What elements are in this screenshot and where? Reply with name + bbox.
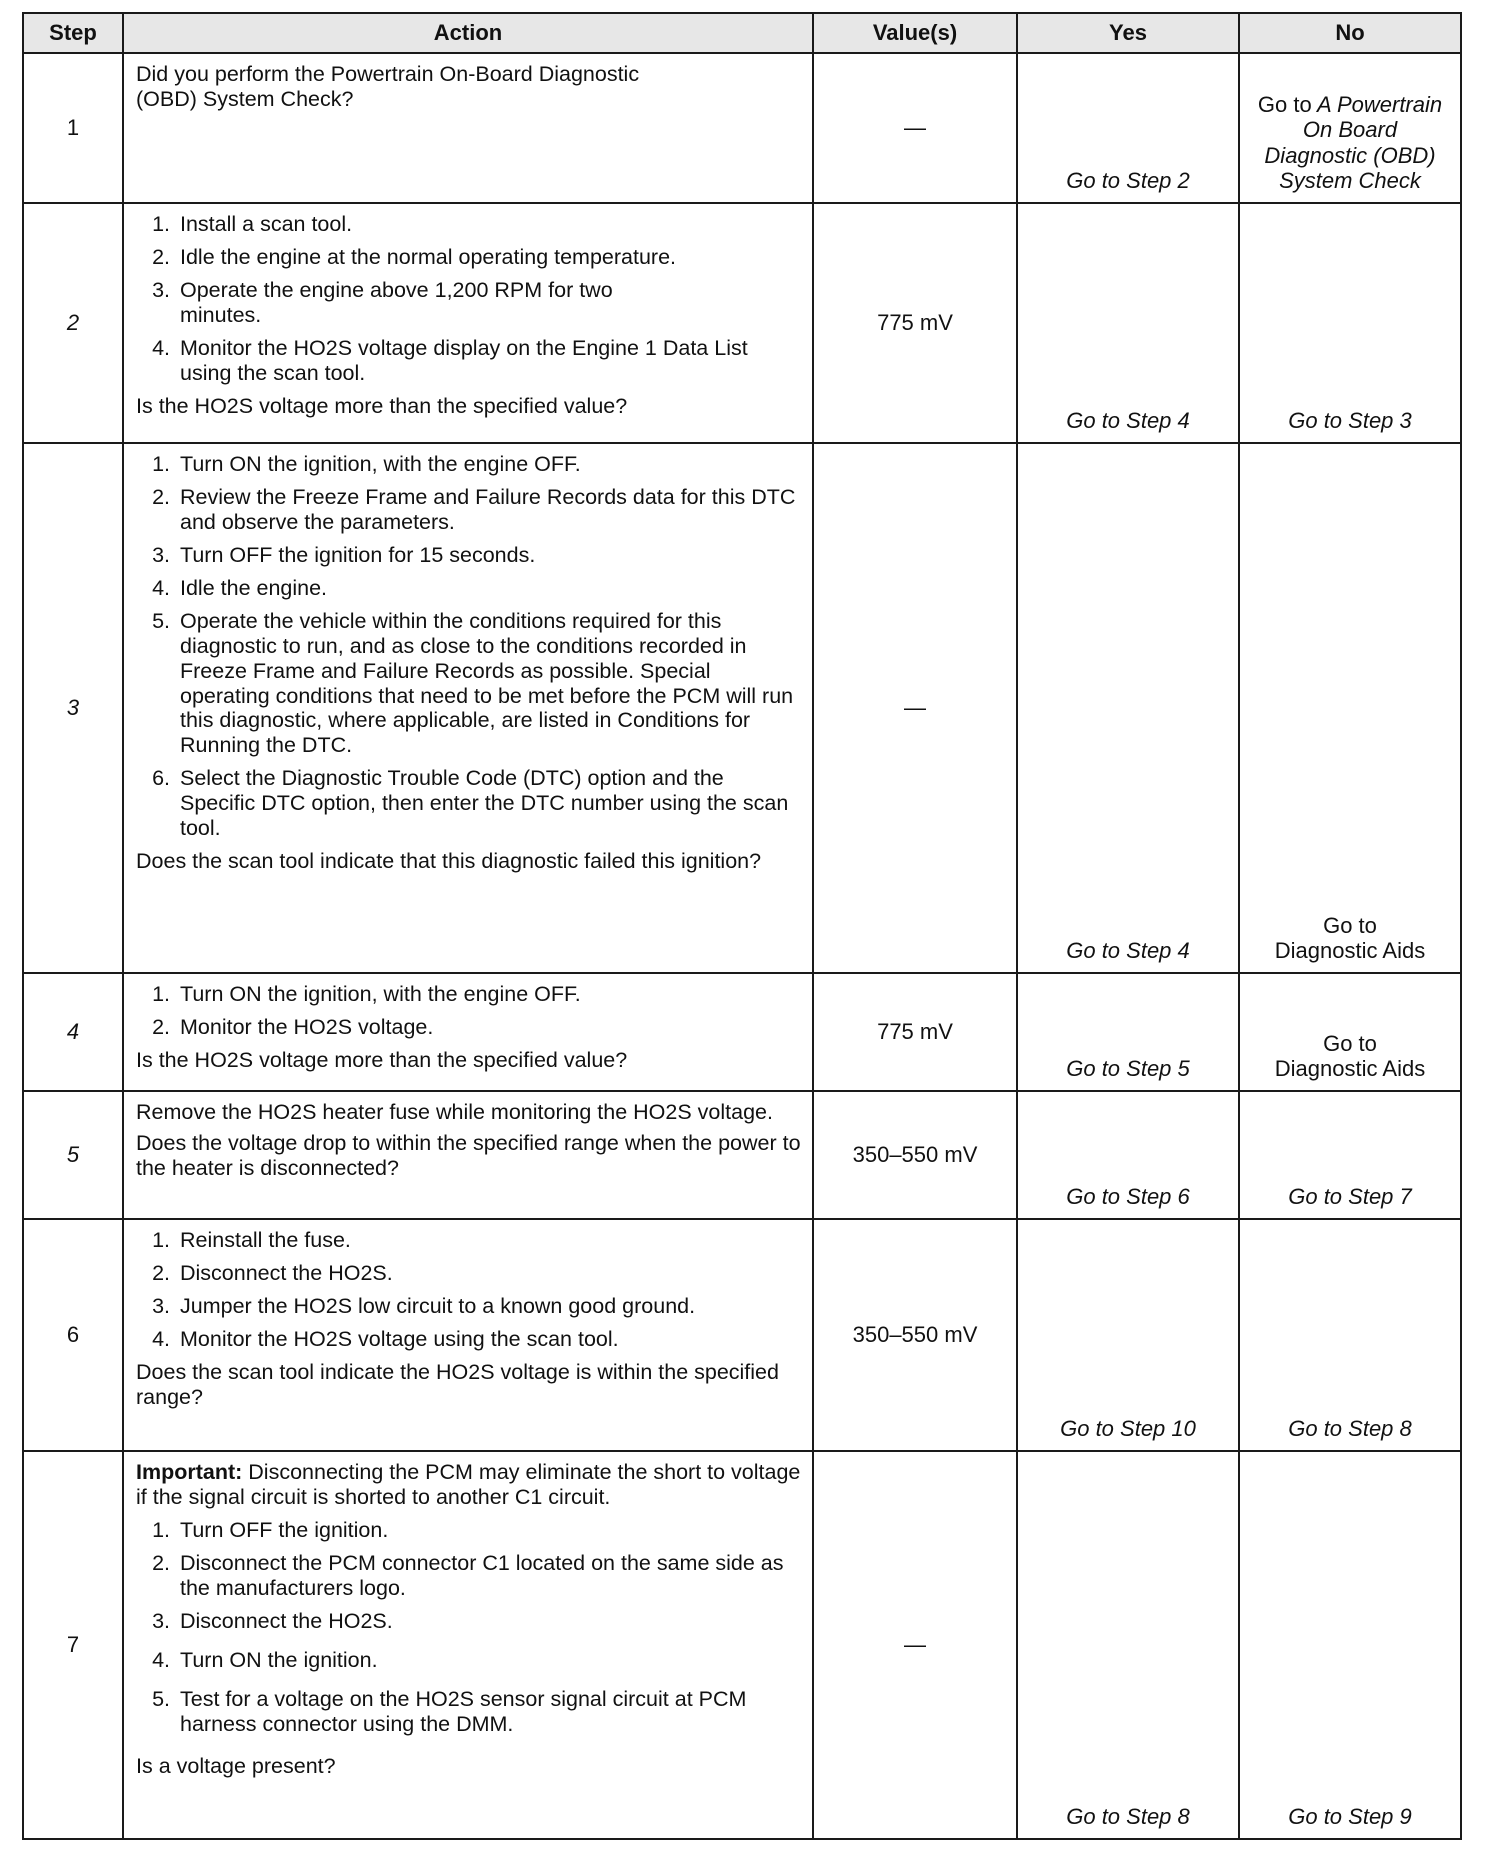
list-item: 4. Monitor the HO2S voltage using the scan tool. [152,1326,619,1351]
question-text: Is the HO2S voltage more than the specified value? [136,393,628,418]
header-yes: Yes [1017,13,1239,53]
step-list [136,1518,802,1737]
table-row [23,973,1461,1091]
list-item: 3. Operate the engine above 1,200 RPM for two minutes. [152,277,613,327]
list-item: 5. Operate the vehicle within the conditions required for this diagnostic to run, and as close to the conditions recorded in Freeze Frame and Failure Records as possible. Special operating conditions that need to be met before the PCM will run this diagnostic, where applicable, are listed in Conditions for Running the DTC. [152,608,794,758]
table-row [23,1451,1461,1839]
value-cell: 350–550 mV [813,1219,1017,1451]
header-values: Value(s) [813,13,1017,53]
list-item: 3. Disconnect the HO2S. [152,1608,393,1633]
no-prefix: Go to [1257,91,1312,117]
important-text: Disconnecting the PCM may eliminate the short to voltage if the signal circuit is shorted to another C1 circuit. [136,1460,801,1509]
action-cell [123,1219,813,1451]
question-text: Is a voltage present? [136,1754,336,1779]
value-cell: 350–550 mV [813,1091,1017,1219]
step-number: 5 [23,1091,123,1219]
value-cell: — [813,443,1017,973]
action-cell [123,53,813,203]
list-item: 6. Select the Diagnostic Trouble Code (DTC) option and the Specific DTC option, then enter the DTC number using the scan tool. [152,766,789,841]
action-cell [123,443,813,973]
table-row [23,443,1461,973]
list-item: 1. Turn ON the ignition, with the engine OFF. [152,452,581,476]
no-cell[interactable] [1239,973,1461,1091]
value-cell: 775 mV [813,203,1017,443]
list-item: 1. Turn OFF the ignition. [152,1517,389,1542]
list-item: 1. Install a scan tool. [152,212,353,236]
no-cell[interactable] [1239,443,1461,973]
action-text: Did you perform the Powertrain On-Board Diagnostic (OBD) System Check? [136,62,640,111]
important-note [136,1460,802,1510]
step-number: 7 [23,1451,123,1839]
header-step: Step [23,13,123,53]
no-line2: Diagnostic Aids [1274,938,1426,964]
list-item: 2. Monitor the HO2S voltage. [152,1014,434,1039]
list-item: 4. Monitor the HO2S voltage display on the Engine 1 Data List using the scan tool. [152,335,748,385]
no-cell[interactable]: Go to Step 7 [1239,1091,1461,1219]
no-cell[interactable]: Go to Step 8 [1239,1219,1461,1451]
no-line1: Go to [1323,1030,1377,1056]
action-cell [123,1451,813,1839]
action-cell [123,203,813,443]
no-cell[interactable]: Go to Step 9 [1239,1451,1461,1839]
yes-cell: Go to Step 2 [1017,53,1239,203]
list-item: 1. Turn ON the ignition, with the engine OFF. [152,982,581,1006]
list-item: 3. Jumper the HO2S low circuit to a known good ground. [152,1293,696,1318]
diagnostic-table-container [22,12,1460,1840]
step-list [136,452,802,841]
question-text: Is the HO2S voltage more than the specified value? [136,1047,628,1072]
yes-cell[interactable]: Go to Step 5 [1017,973,1239,1091]
yes-cell[interactable]: Go to Step 8 [1017,1451,1239,1839]
value-cell: — [813,53,1017,203]
list-item: 5. Test for a voltage on the HO2S sensor signal circuit at PCM harness connector using the DMM. [152,1686,747,1736]
list-item: 3. Turn OFF the ignition for 15 seconds. [152,542,536,567]
list-item: 4. Idle the engine. [152,575,328,600]
important-label: Important: [136,1460,243,1484]
action-cell [123,1091,813,1219]
yes-cell[interactable]: Go to Step 6 [1017,1091,1239,1219]
header-no: No [1239,13,1461,53]
no-cell [1239,53,1461,203]
list-item: 2. Disconnect the PCM connector C1 located on the same side as the manufacturers logo. [152,1550,784,1600]
diagnostic-table [22,12,1462,1840]
question-text: Does the scan tool indicate the HO2S voltage is within the specified range? [136,1359,779,1409]
header-action: Action [123,13,813,53]
yes-cell[interactable]: Go to Step 4 [1017,443,1239,973]
step-number: 2 [23,203,123,443]
no-line2: Diagnostic Aids [1274,1056,1426,1082]
yes-cell[interactable]: Go to Step 10 [1017,1219,1239,1451]
action-text: Remove the HO2S heater fuse while monitoring the HO2S voltage. [136,1100,773,1124]
yes-cell[interactable]: Go to Step 4 [1017,203,1239,443]
step-number: 3 [23,443,123,973]
table-row [23,53,1461,203]
step-number: 6 [23,1219,123,1451]
table-row [23,1219,1461,1451]
list-item: 1. Reinstall the fuse. [152,1228,351,1252]
step-number: 4 [23,973,123,1091]
step-list [136,1228,802,1352]
action-cell [123,973,813,1091]
table-row [23,1091,1461,1219]
step-number: 1 [23,53,123,203]
value-cell: 775 mV [813,973,1017,1091]
value-cell: — [813,1451,1017,1839]
step-list [136,982,802,1040]
header-row [23,13,1461,53]
list-item: 2. Idle the engine at the normal operating temperature. [152,244,677,269]
list-item: 2. Review the Freeze Frame and Failure Records data for this DTC and observe the parameters. [152,484,796,534]
step-list [136,212,802,386]
no-cell[interactable]: Go to Step 3 [1239,203,1461,443]
list-item: 4. Turn ON the ignition. [152,1647,378,1672]
question-text: Does the scan tool indicate that this diagnostic failed this ignition? [136,849,762,874]
list-item: 2. Disconnect the HO2S. [152,1260,393,1285]
no-link[interactable]: A Powertrain On Board Diagnostic (OBD) System Check [1264,91,1443,194]
question-text: Does the voltage drop to within the specified range when the power to the heater is disconnected? [136,1130,801,1180]
no-line1: Go to [1323,912,1377,938]
table-row [23,203,1461,443]
